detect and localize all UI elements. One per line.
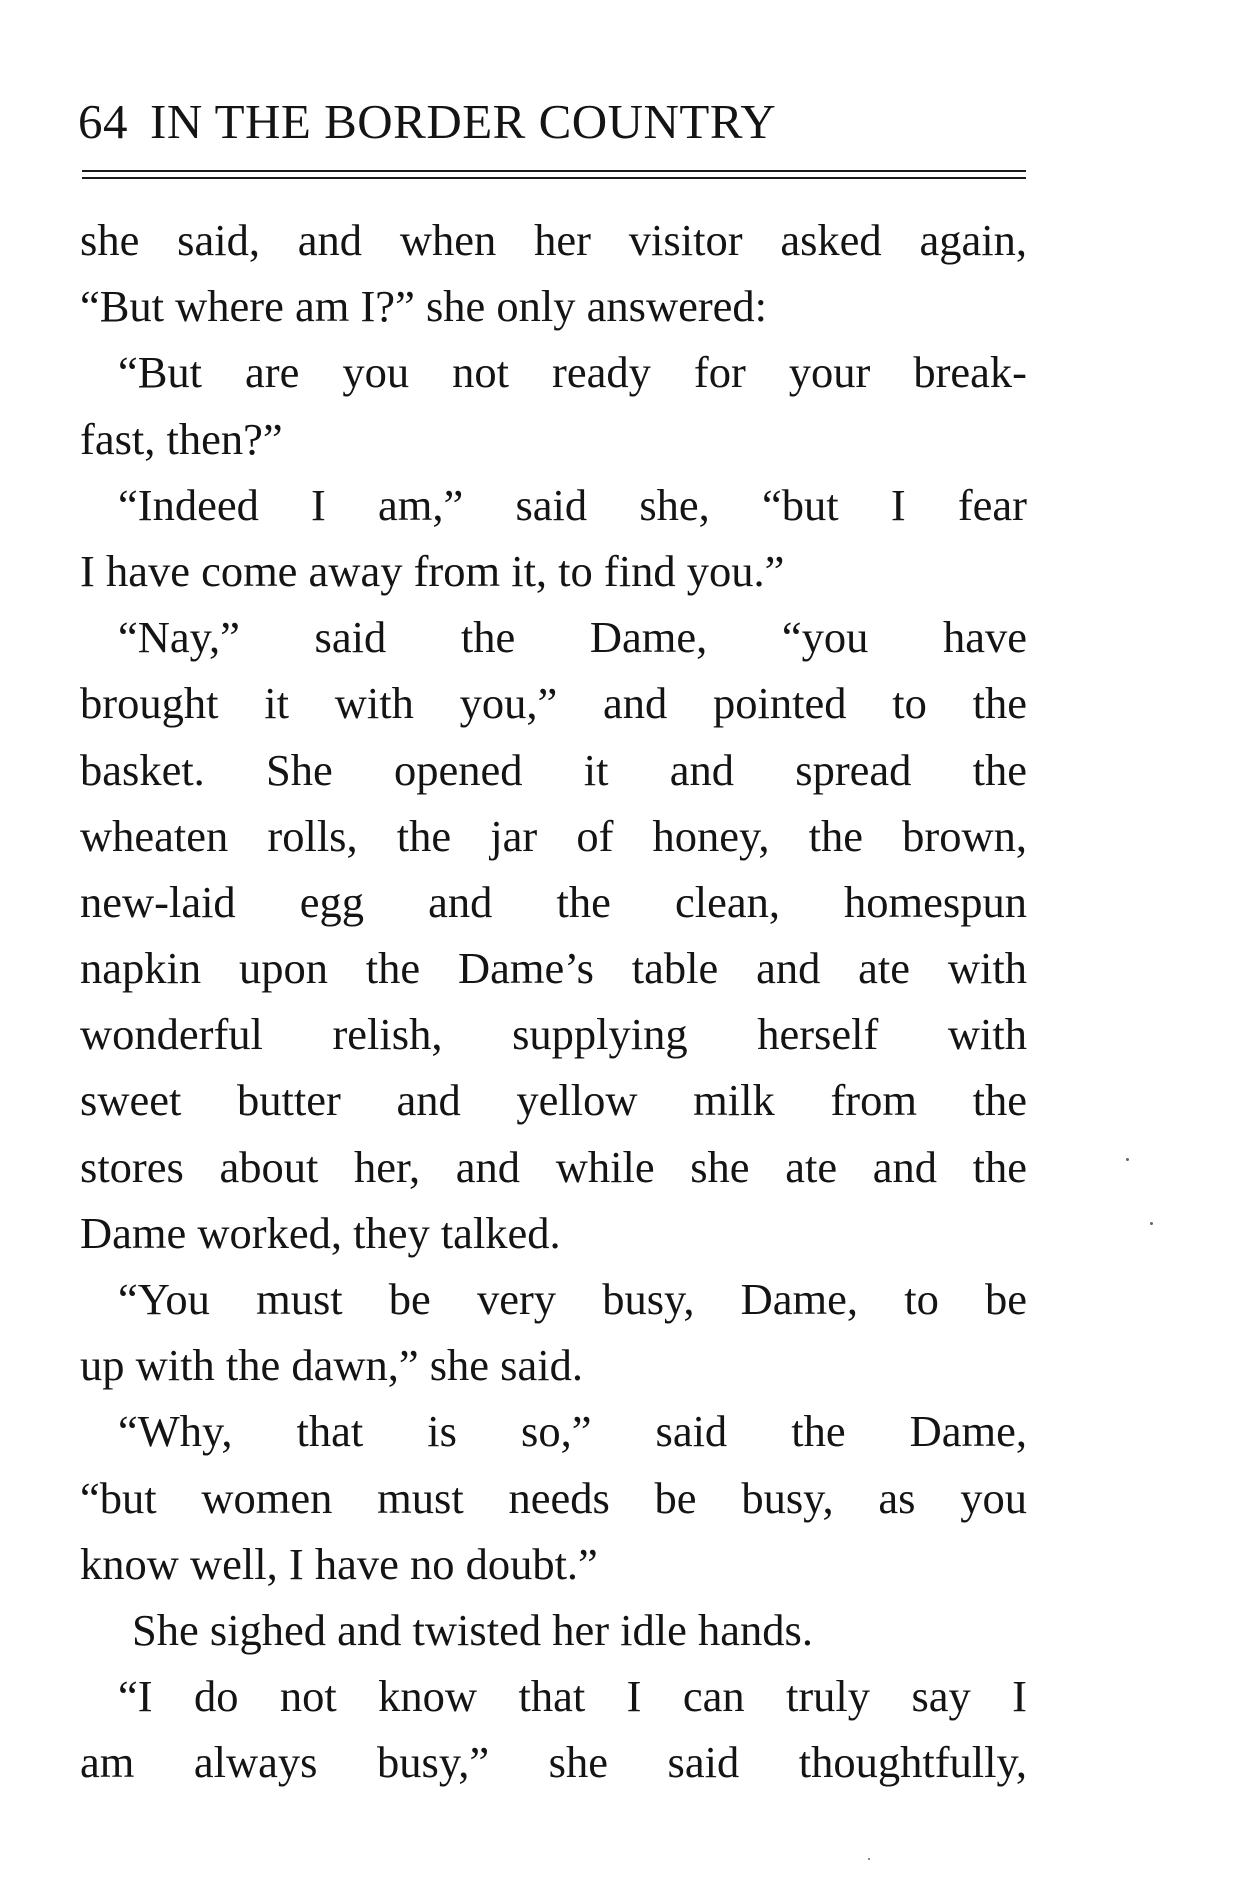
running-title: IN THE BORDER COUNTRY [150,94,777,149]
text-line: basket. She opened it and spread the [80,744,1027,795]
body-text [80,207,1027,1796]
text-line: up with the dawn,” she said. [80,1340,583,1391]
text-line: wonderful relish, supplying herself with [80,1009,1027,1060]
text-line: know well, I have no doubt.” [80,1538,598,1589]
page-number: 64 [78,94,128,149]
header-rule-upper [82,170,1026,172]
text-line: stores about her, and while she ate and the [80,1141,1027,1192]
paper-speck [868,1858,870,1860]
text-line: “Nay,” said the Dame, “you have [118,612,1027,663]
text-line: “I do not know that I can truly say I [118,1671,1027,1722]
text-line: fast, then?” [80,413,283,464]
text-line: “but women must needs be busy, as you [80,1472,1027,1523]
text-line: brought it with you,” and pointed to the [80,678,1027,729]
text-line: I have come away from it, to find you.” [80,545,785,596]
paper-speck [1126,1158,1129,1161]
text-line: She sighed and twisted her idle hands. [132,1604,813,1655]
text-line: “But where am I?” she only answered: [80,281,768,332]
text-line: she said, and when her visitor asked again, [80,215,1027,265]
text-line: wheaten rolls, the jar of honey, the brown, [80,810,1027,861]
text-line: “You must be very busy, Dame, to be [118,1274,1027,1324]
text-line: “Indeed I am,” said she, “but I fear [118,479,1027,530]
text-line: “Why, that is so,” said the Dame, [118,1406,1027,1457]
text-line: new-laid egg and the clean, homespun [80,876,1027,927]
text-line: Dame worked, they talked. [80,1207,561,1258]
text-line: sweet butter and yellow milk from the [80,1075,1027,1126]
paper-speck [1150,1222,1153,1225]
text-line: “But are you not ready for your break- [118,347,1027,398]
header-rule-lower [82,177,1026,179]
text-line: napkin upon the Dame’s table and ate with [80,943,1027,994]
text-line: am always busy,” she said thoughtfully, [80,1737,1027,1788]
running-head [78,92,1028,152]
